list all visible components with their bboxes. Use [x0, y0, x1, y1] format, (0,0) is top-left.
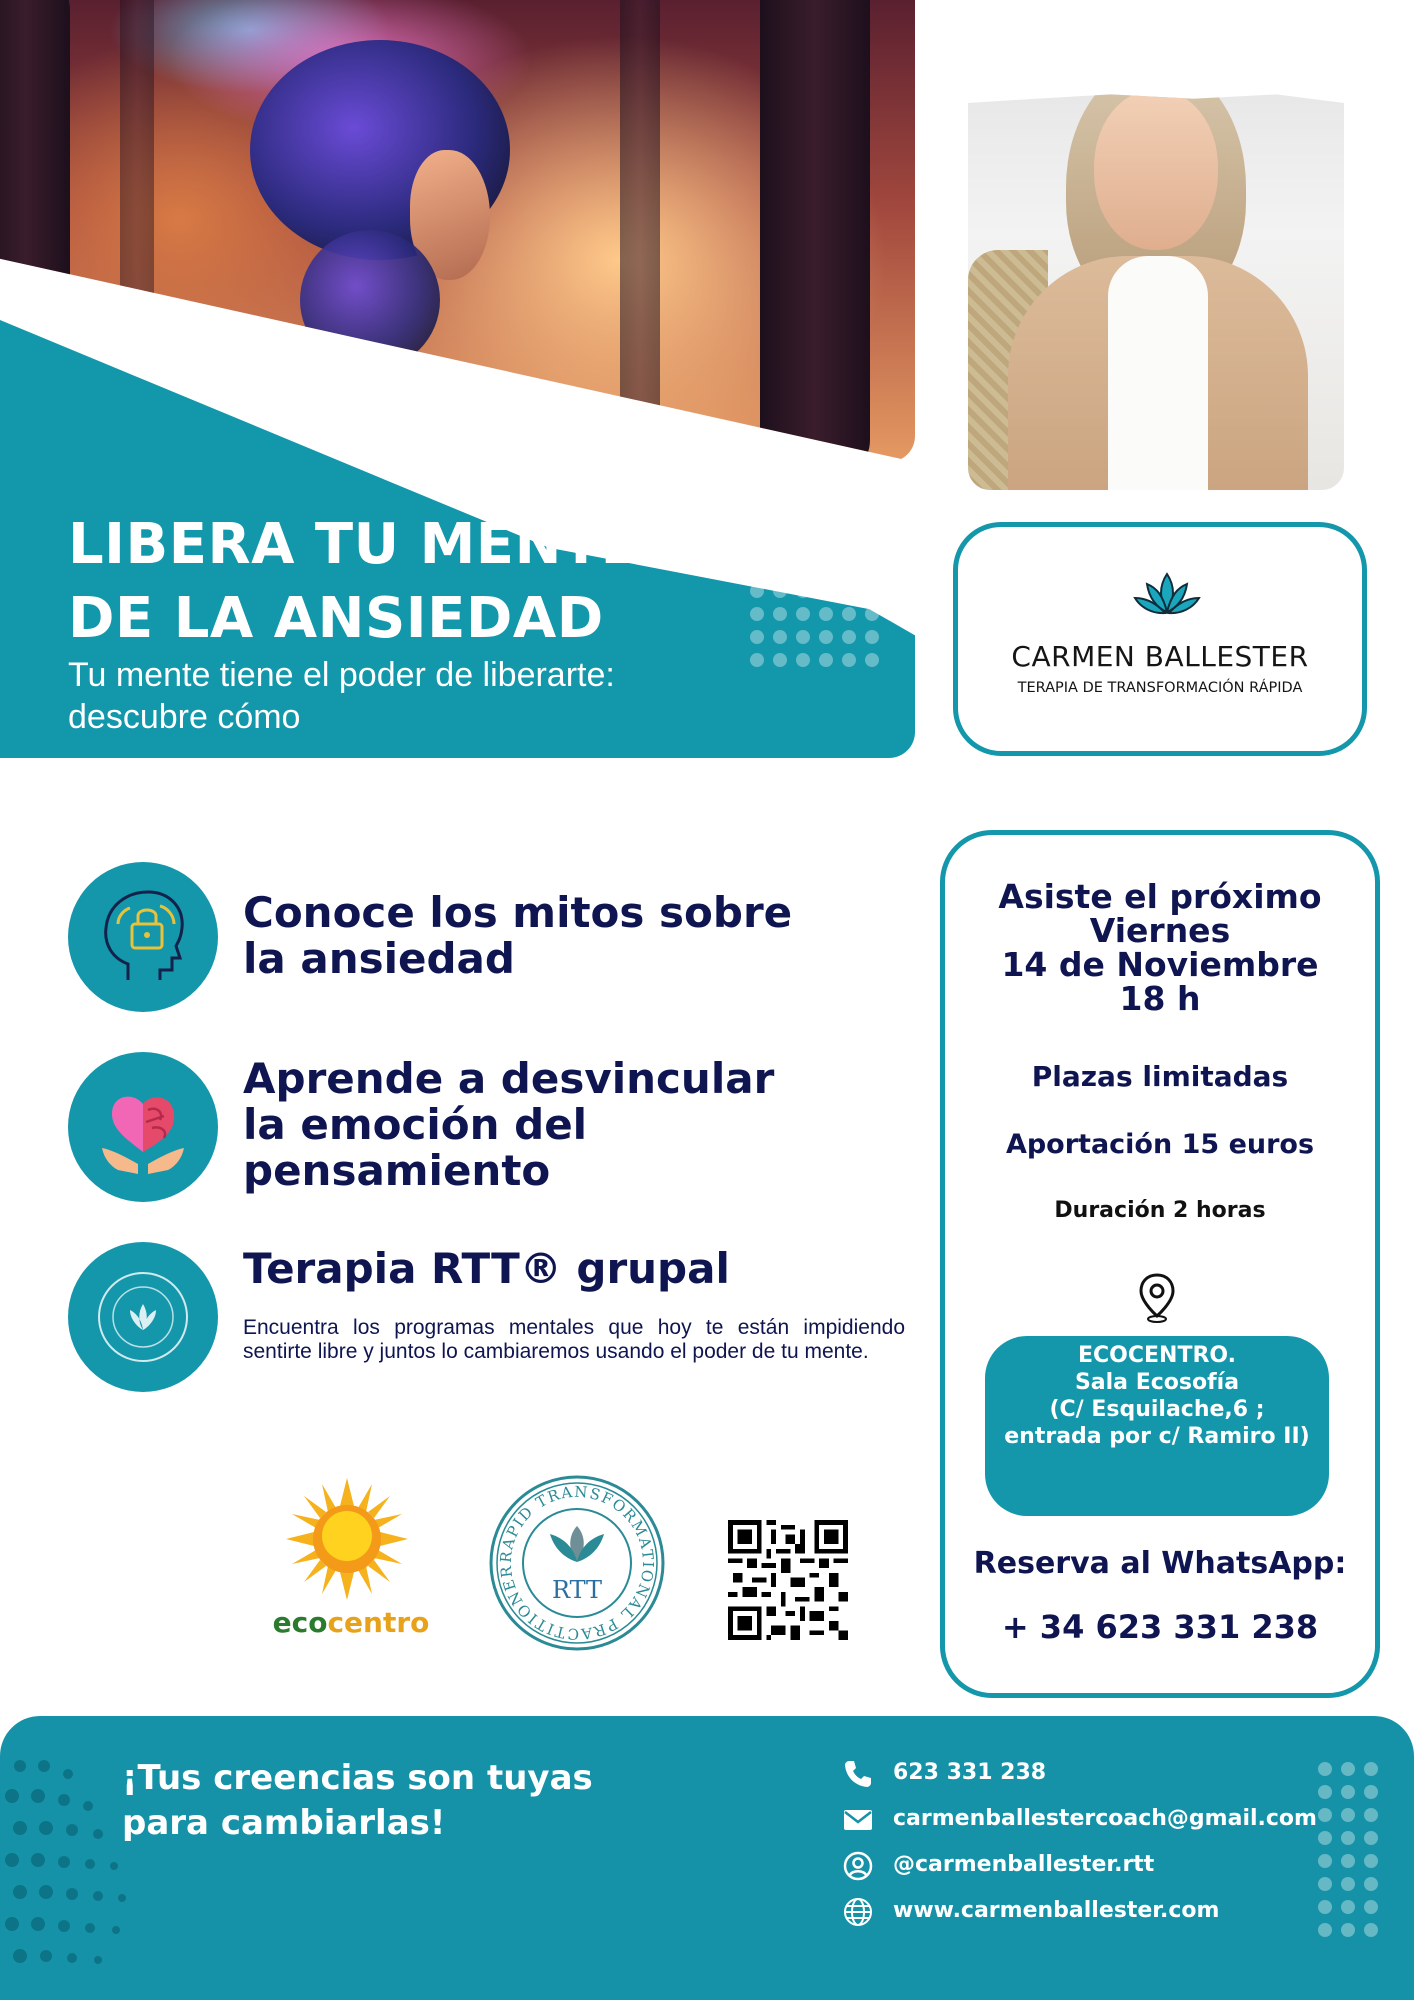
feature-title-line: pensamiento — [243, 1146, 551, 1195]
hero-title — [68, 508, 639, 656]
feature-title — [243, 1056, 774, 1194]
whatsapp-phone[interactable]: + 34 623 331 238 — [1001, 1608, 1319, 1646]
brand-tagline: TERAPIA DE TRANSFORMACIÓN RÁPIDA — [1017, 680, 1303, 696]
feature-title-line: Aprende a desvincular — [243, 1054, 775, 1103]
globe-icon — [842, 1896, 874, 1928]
contact-website[interactable]: www.carmenballester.com — [893, 1898, 1220, 1923]
lotus-icon — [1131, 570, 1203, 616]
feature-icon-circle — [68, 1242, 218, 1392]
footer-quote-line: para cambiarlas! — [122, 1803, 446, 1843]
feature-description: Encuentra los programas mentales que hoy te están impidiendo sentirte libre y juntos lo cambiaremos usando el poder de tu mente. — [243, 1316, 905, 1363]
feature-title-line: Conoce los mitos sobre — [243, 888, 793, 937]
feature-icon-circle — [68, 862, 218, 1012]
hero-title-line: DE LA ANSIEDAD — [68, 586, 604, 651]
event-date-line: Asiste el próximo — [998, 877, 1322, 916]
venue-line: ECOCENTRO. — [1078, 1343, 1236, 1368]
feature-title-line: la ansiedad — [243, 934, 515, 983]
feature-title-line: Terapia RTT® grupal — [243, 1244, 730, 1293]
footer-quote-line: ¡Tus creencias son tuyas — [122, 1758, 593, 1798]
event-date — [940, 877, 1380, 1018]
venue-line: (C/ Esquilache,6 ; — [1049, 1397, 1265, 1422]
venue-line: entrada por c/ Ramiro II) — [1004, 1424, 1310, 1449]
hero-subtitle-line: Tu mente tiene el poder de liberarte: — [68, 656, 615, 694]
footer-quote — [122, 1756, 742, 1846]
heart-brain-hands-icon — [68, 1052, 218, 1202]
event-venue — [985, 1342, 1329, 1450]
feature-icon-circle — [68, 1052, 218, 1202]
hero-subtitle-line: descubre cómo — [68, 698, 301, 736]
svg-text:RAPID TRANSFORMATIONAL PRACTIT: RAPID TRANSFORMATIONAL PRACTITIONER — [496, 1482, 658, 1644]
feature-title-line: la emoción del — [243, 1100, 588, 1149]
sun-icon — [284, 1476, 410, 1602]
brand-card — [953, 522, 1367, 756]
therapist-photo — [968, 60, 1344, 490]
hero-title-line: LIBERA TU MENTE — [68, 512, 640, 577]
ecocentro-wordmark: ecocentro — [272, 1606, 430, 1639]
event-duration: Duración 2 horas — [1054, 1198, 1266, 1223]
contact-email[interactable]: carmenballestercoach@gmail.com — [893, 1806, 1317, 1831]
brand-name: CARMEN BALLESTER — [1011, 640, 1309, 673]
instagram-user-icon — [842, 1850, 874, 1882]
ecocentro-logo — [268, 1476, 434, 1646]
event-limited-seats: Plazas limitadas — [1031, 1060, 1289, 1093]
mail-icon — [842, 1804, 874, 1836]
phone-icon — [842, 1758, 874, 1790]
event-date-line: 14 de Noviembre — [1001, 945, 1319, 984]
contact-instagram[interactable]: @carmenballester.rtt — [893, 1852, 1155, 1877]
feature-title — [243, 1246, 730, 1292]
event-date-line: 18 h — [1119, 979, 1201, 1018]
event-price: Aportación 15 euros — [1005, 1129, 1315, 1160]
hero-subtitle — [68, 654, 748, 738]
qr-code[interactable] — [728, 1520, 848, 1640]
reserve-label: Reserva al WhatsApp: — [973, 1546, 1347, 1581]
contact-phone[interactable]: 623 331 238 — [893, 1760, 1047, 1785]
feature-title — [243, 890, 792, 982]
venue-line: Sala Ecosofía — [1074, 1370, 1240, 1395]
rtt-badge-logo — [488, 1474, 666, 1652]
location-pin-icon — [1136, 1272, 1178, 1324]
event-date-line: Viernes — [1089, 911, 1231, 950]
rtt-seal-icon — [68, 1242, 218, 1392]
svg-text:RTT: RTT — [551, 1576, 603, 1604]
head-lock-icon — [68, 862, 218, 1012]
